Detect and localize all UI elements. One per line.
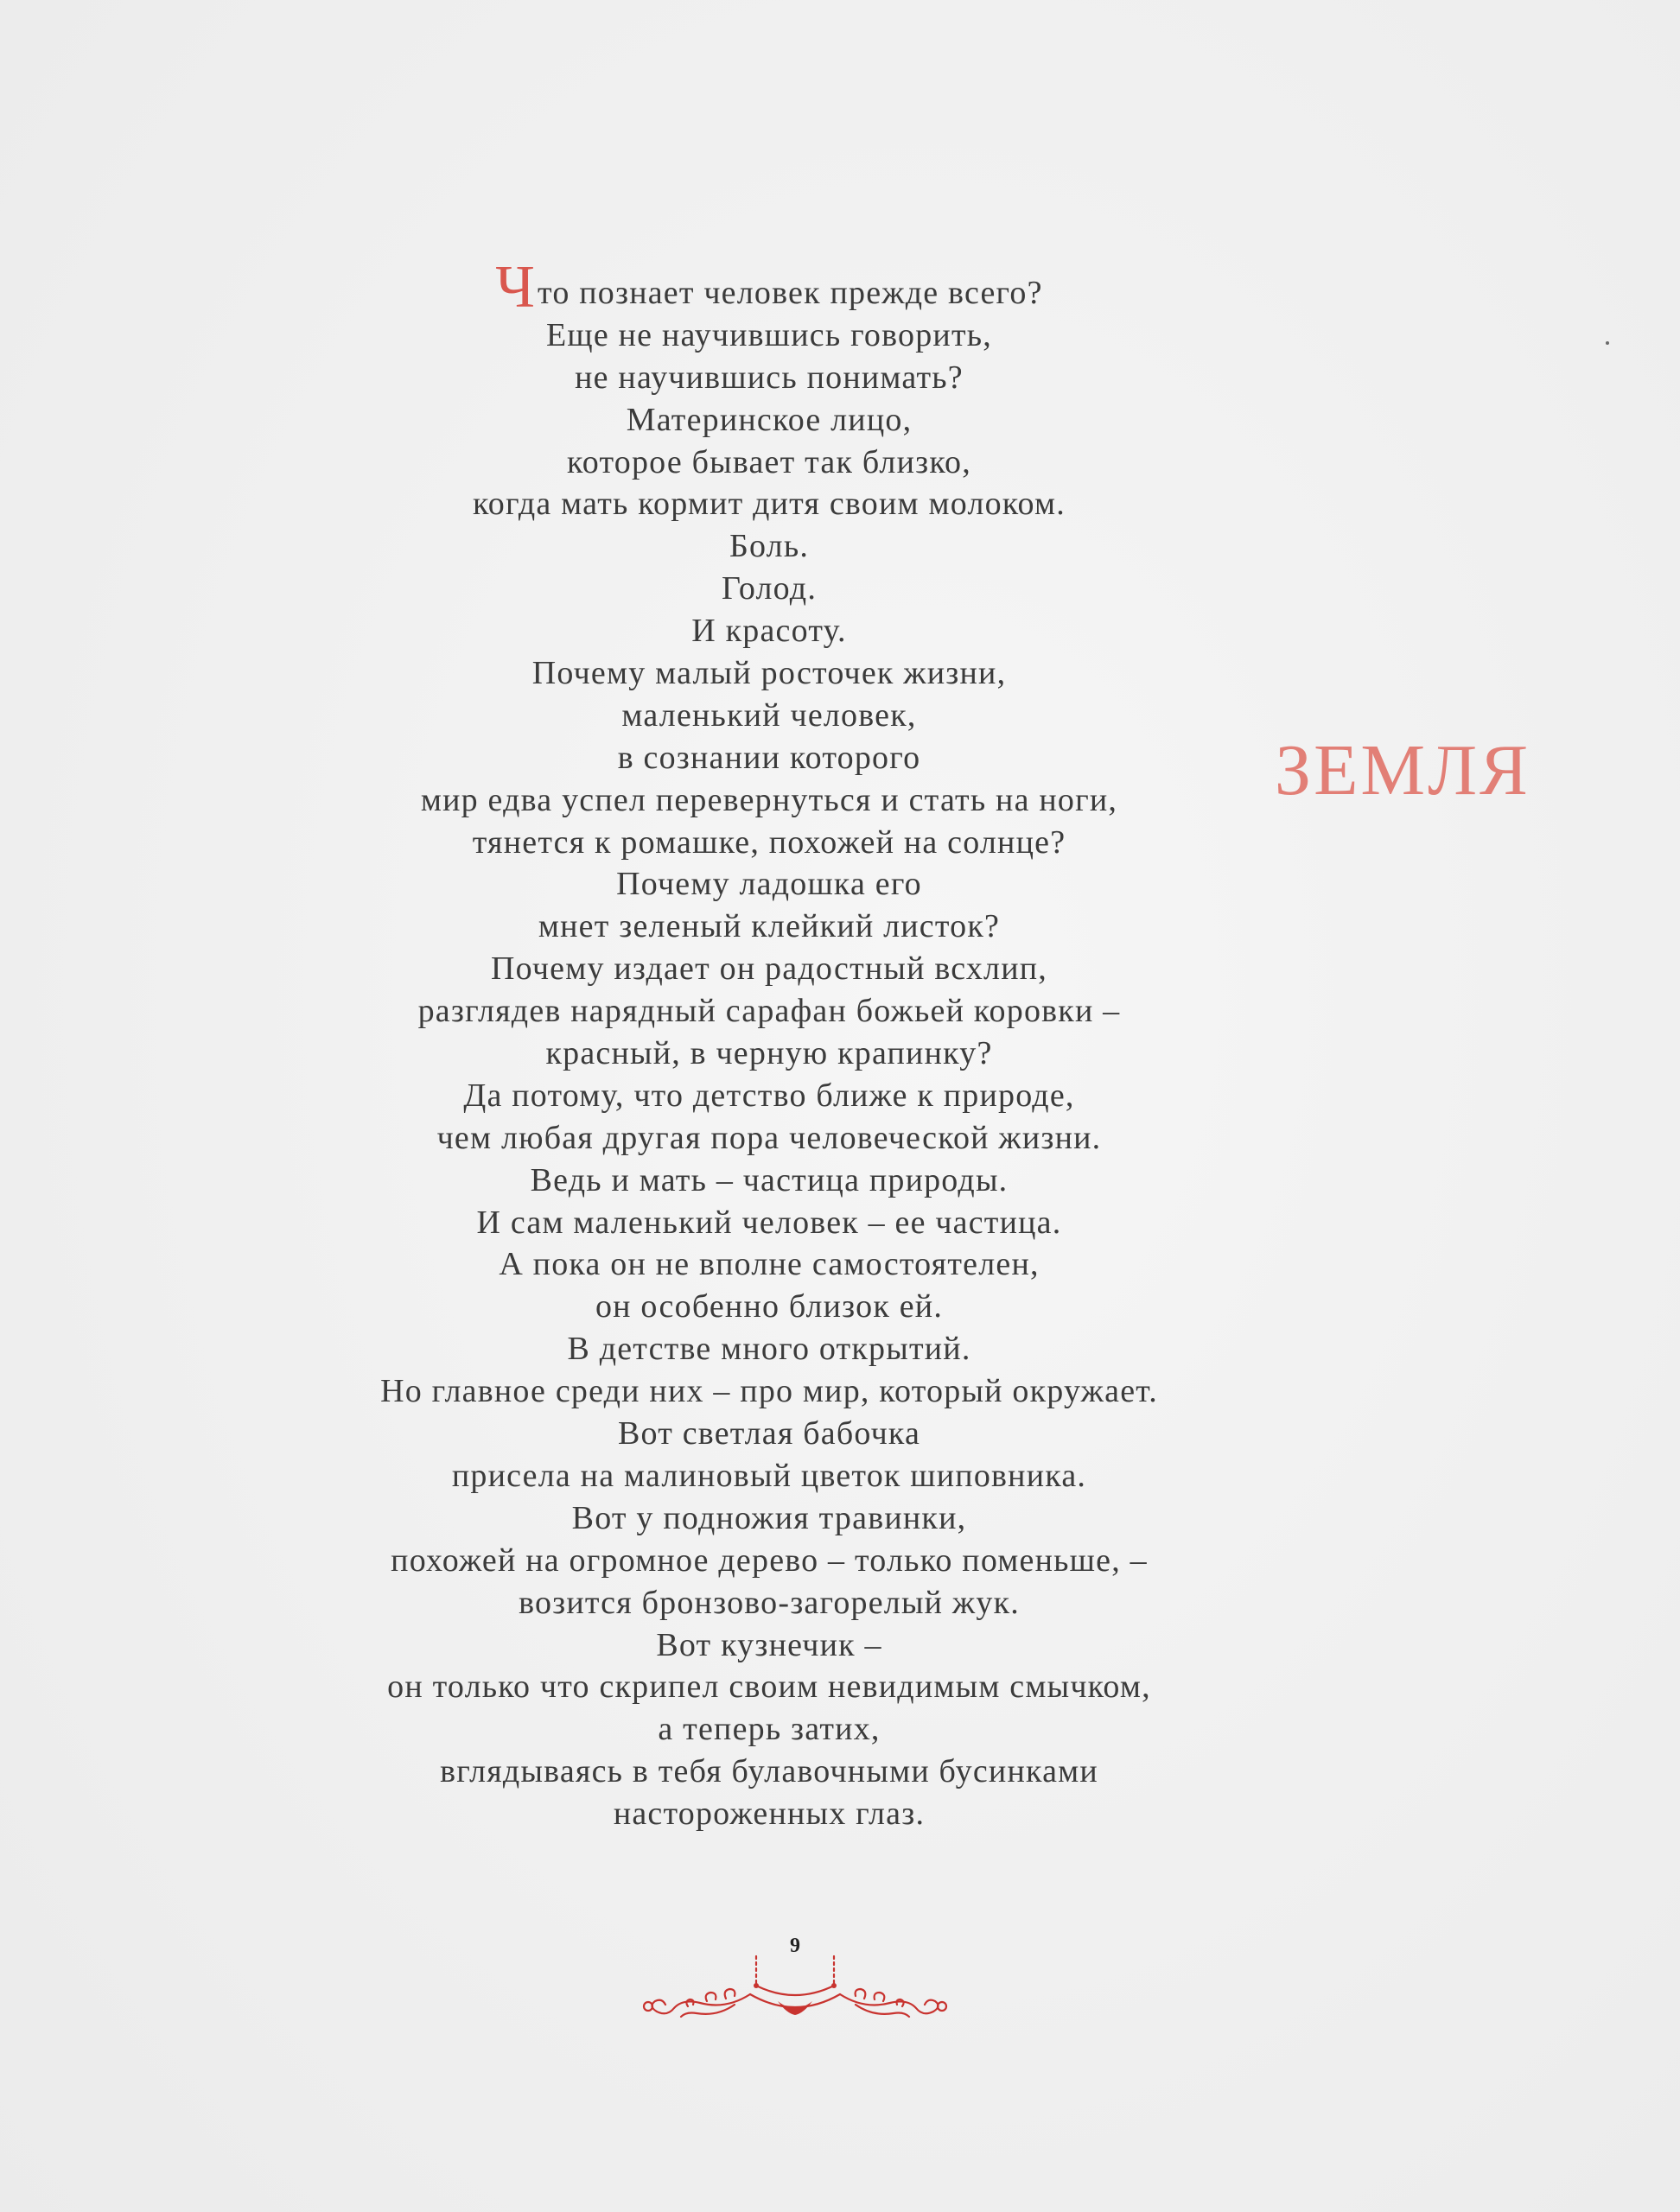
poem-line: Боль. bbox=[729, 528, 810, 565]
poem-line: он особенно близок ей. bbox=[595, 1288, 944, 1325]
poem-line: Почему издает он радостный всхлип, bbox=[491, 950, 1047, 988]
scroll-ornament-icon bbox=[640, 1951, 951, 2029]
poem-line: присела на малиновый цветок шиповника. bbox=[451, 1457, 1087, 1494]
poem-line: не научившись понимать? bbox=[575, 359, 964, 396]
poem-line: когда мать кормит дитя своим молоком. bbox=[473, 486, 1066, 523]
section-title: ЗЕМЛЯ bbox=[1275, 730, 1531, 810]
poem-line: настороженных глаз. bbox=[613, 1796, 926, 1833]
poem-line: мнет зеленый клейкий листок? bbox=[538, 908, 1001, 945]
poem-line: мир едва успел перевернуться и стать на ноги, bbox=[420, 781, 1118, 818]
poem-line: чем любая другая пора человеческой жизни. bbox=[436, 1119, 1102, 1156]
poem-first-line-text: то познает человек прежде всего? bbox=[538, 275, 1043, 311]
poem-line: в сознании которого bbox=[617, 739, 921, 776]
poem-line: Но главное среди них – про мир, который окружает. bbox=[380, 1373, 1158, 1410]
poem-line: красный, в черную крапинку? bbox=[545, 1035, 993, 1072]
poem-line: разглядев нарядный сарафан божьей коровки – bbox=[417, 993, 1121, 1030]
poem-line: А пока он не вполне самостоятелен, bbox=[499, 1246, 1040, 1283]
poem-line: В детстве много открытий. bbox=[567, 1331, 971, 1368]
poem-line: Голод. bbox=[721, 570, 818, 607]
poem-line: он только что скрипел своим невидимым смычком, bbox=[387, 1669, 1151, 1706]
poem-line: Вот у подножия травинки, bbox=[571, 1499, 967, 1536]
poem-line: а теперь затих, bbox=[658, 1711, 881, 1748]
poem-line: вглядываясь в тебя булавочными бусинками bbox=[440, 1753, 1098, 1790]
poem-line: возится бронзово-загорелый жук. bbox=[519, 1584, 1020, 1621]
page-footer bbox=[640, 1936, 951, 2031]
poem-line: И красоту. bbox=[691, 613, 847, 650]
poem-text bbox=[259, 254, 1279, 1835]
poem-first-line bbox=[259, 254, 1279, 321]
poem-line: Ведь и мать – частица природы. bbox=[530, 1161, 1009, 1198]
poem-line: Материнское лицо, bbox=[626, 401, 913, 438]
poem-line: Почему ладошка его bbox=[616, 866, 922, 903]
page-number: 9 bbox=[790, 1935, 800, 1957]
poem-line: Еще не научившись говорить, bbox=[546, 316, 992, 353]
poem-line: которое бывает так близко, bbox=[567, 443, 971, 480]
poem-line: И сам маленький человек – ее частица. bbox=[476, 1204, 1062, 1241]
poem-line: похожей на огромное дерево – только поменьше, – bbox=[391, 1541, 1148, 1579]
poem-line: Да потому, что детство ближе к природе, bbox=[463, 1077, 1075, 1114]
poem-line: Почему малый росточек жизни, bbox=[531, 655, 1007, 692]
poem-line: маленький человек, bbox=[621, 696, 917, 734]
poem-line: тянется к ромашке, похожей на солнце? bbox=[472, 823, 1066, 861]
paper-speck bbox=[1606, 341, 1609, 345]
drop-cap: Ч bbox=[495, 254, 537, 321]
poem-line: Вот светлая бабочка bbox=[617, 1415, 921, 1452]
poem-line: Вот кузнечик – bbox=[656, 1626, 882, 1663]
